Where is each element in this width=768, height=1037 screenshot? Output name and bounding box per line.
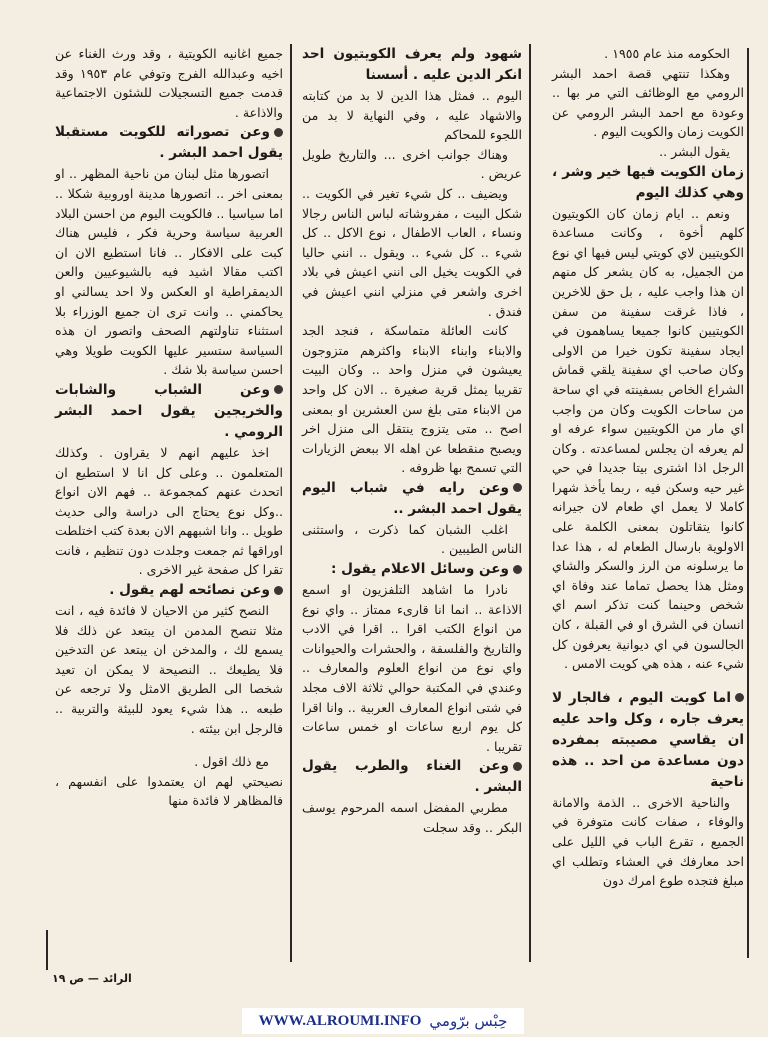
section-heading <box>55 580 283 601</box>
bullet-icon <box>274 385 283 394</box>
paragraph <box>552 142 744 162</box>
block-text: زمان الكويت فيها خير وشر ، وهي كذلك اليوم <box>552 163 744 201</box>
paragraph <box>552 204 744 674</box>
block-text: النصح كثير من الاحيان لا فائدة فيه ، انت مثلا تنصح المدمن ان يبتعد عن ذلك فلا يسمع لك ، والمدخن ان يبتعد عن التدخين فلا يطيعك .. النصيحة لا يمكن ان تعيد شخصا الى الطريق الامثل ولا ترجعه عن طبعه .. هذا شيء يعود للبيئة والتربية .. فالرجل ابن بيئته . <box>55 603 283 736</box>
block-text: وعن رايه في شباب اليوم يقول احمد البشر .. <box>302 479 522 517</box>
paragraph <box>55 772 283 811</box>
block-text: ويضيف .. كل شيء تغير في الكويت .. شكل البيت ، مفروشاته لباس الناس رجالا ونساء ، العاب الاطفال ، نوع الاكل .. كل شيء .. كل شيء .. ويقول .. انني حاليا في الكويت يخيل الى انني اعيش في بلاد اخرى واشعر في منزلي انني اعيش في فندق . <box>302 185 522 319</box>
paragraph <box>302 86 522 145</box>
block-text: وهناك جوانب اخرى ... والتاريخ طويل عريض . <box>302 146 522 182</box>
paragraph <box>552 64 744 142</box>
section-heading <box>552 688 744 793</box>
paragraph <box>302 321 522 478</box>
section-heading <box>302 478 522 520</box>
article-column-middle <box>302 44 522 838</box>
column-divider-outer-left <box>46 930 48 970</box>
bullet-icon <box>274 586 283 595</box>
block-text: شهود ولم يعرف الكويتيون احد انكر الدين عليه . أسسنا <box>302 46 522 83</box>
watermark-url: WWW.ALROUMI.INFO <box>258 1012 422 1029</box>
block-text: وعن نصائحه لهم يقول . <box>109 582 270 599</box>
block-text: مع ذلك اقول . <box>194 754 269 770</box>
section-heading <box>55 380 283 443</box>
paragraph <box>302 184 522 321</box>
block-text: يقول البشر .. <box>659 143 730 159</box>
article-column-right <box>552 44 744 891</box>
block-text: نصيحتي لهم ان يعتمدوا على انفسهم ، فالمظاهر لا فائدة منها <box>55 773 283 809</box>
column-divider-middle <box>529 44 531 962</box>
page-footer-label: الرائد — ص ١٩ <box>52 972 132 985</box>
paragraph <box>55 752 283 772</box>
paragraph <box>302 580 522 756</box>
watermark-name: حِبْس برّومي <box>429 1012 508 1030</box>
block-text: وعن تصوراته للكويت مستقبلا يقول احمد البشر . <box>55 124 283 162</box>
block-text: وعن وسائل الاعلام يقول : <box>330 561 509 578</box>
paragraph <box>55 601 283 738</box>
section-heading <box>302 559 522 580</box>
paragraph <box>55 443 283 580</box>
paragraph <box>302 145 522 184</box>
paragraph <box>302 798 522 837</box>
bullet-icon <box>513 483 522 492</box>
block-text: والناحية الاخرى .. الذمة والامانة والوفاء ، صفات كانت متوفرة في الجميع ، تقرع الباب في الليل على احد معارفك في العشاء وتطلب اي مبلغ فتجده طوع امرك دون <box>552 794 744 889</box>
paragraph <box>55 164 283 380</box>
block-text: الحكومه منذ عام ١٩٥٥ . <box>604 46 730 61</box>
section-heading <box>55 122 283 164</box>
block-text: مطربي المفضل اسمه المرحوم يوسف البكر .. وقد سجلت <box>302 800 522 835</box>
block-text: ونعم .. ايام زمان كان الكويتيون كلهم أخوة ، وكانت مساعدة الكويتيين لاي كويتي ليس فيها اي نوع من الجميل، به كان يشعر كل منهم ان هذا واجب عليه ، بل حق للاخرين ، فاذا غرقت سفينة من سفن الكويتيين كانوا جميعا يساهمون في ايجاد سفينة تكون خيرا من الاولى وكان صاحب اي سفينة يلقي قماش الشراع الخاص بسفينته في اي ساحة من ساحات الكويت وكان من واجب اي مار من الكويتيين سواء عرفه او لم يعرفه ان يجلس لمساعدته . وكان الرجل اذا اشترى بيتا جديدا في حي غير حيه وسكن فيه ، ربما يأخذ شهرا كاملا لا يعمل اي طعام لان جيرانه كانوا يتقاتلون بمعنى الكلمة على الاولوية بارسال الطعام له ، هذا عدا ما يرسلونه من الرز والسكر والشاي ومثل هذا يحصل تماما عند وفاة اي شخص وحينما كنت تذكر اسم اي انسان في الشرق او في القبلة ، كان الجالسون في اي ديوانية يعرفون كل شيء عنه ، هذه هي كويت الامس . <box>552 205 744 672</box>
column-divider-left <box>290 44 292 962</box>
paragraph <box>55 44 283 122</box>
bullet-icon <box>735 693 744 702</box>
block-text: اتصورها مثل لبنان من ناحية المظهر .. او بمعنى اخر .. اتصورها مدينة اوروبية شكلا .. اما سياسيا .. فالكويت اليوم من احسن البلاد العربية سياسة وحرية فكر ، فليس هناك كبت على الافكار .. فانا استطيع الان ان اكتب مقالا اشيد فيه بالشيوعيين والعن الديمقراطية او العكس ولا احد يسالني او يحاكمني .. وانت ترى ان جميع الوزراء بلا استثناء تناولتهم الصحف واتصور ان هذه السياسة ستسير عليها الكويت طويلا وهي احسن سياسة بلا شك . <box>55 166 283 378</box>
column-divider-right <box>747 48 749 958</box>
block-text: وعن الشباب والشابات والخريجين يقول احمد البشر الرومي . <box>55 381 283 440</box>
block-text: نادرا ما اشاهد التلفزيون او اسمع الاذاعة .. انما انا قارىء ممتاز .. واي نوع من انواع الكتب اقرا .. اقرا في الادب والتاريخ والفلسفة ، والحشرات والحيوانات واي نوع من انواع العلوم والمعارف .. وعندي في المكتبة حوالي ثلاثة الاف مجلد في شتى انواع المعارف العربية .. وانا اقرا كل يوم اربع ساعات او خمس ساعات تقريبا . <box>302 582 522 754</box>
section-heading <box>302 44 522 86</box>
bullet-icon <box>274 128 283 137</box>
paragraph <box>302 520 522 559</box>
block-text: كانت العائلة متماسكة ، فنجد الجد والابناء وابناء الابناء واكثرهم متزوجون يعيشون في منزل واحد .. وكان البيت تقريبا يمثل قرية صغيرة .. الان كل واحد من الابناء متى بلغ سن العشرين او بمعنى اصح .. متى يتزوج ينتقل الى منزل اخر ويصبح منقطعا عن اهله الا ببعض الزيارات التي تسمح بها ظروفه . <box>302 323 522 476</box>
paragraph <box>552 44 744 64</box>
bullet-icon <box>513 565 522 574</box>
bullet-icon <box>513 762 522 771</box>
block-text: اما كويت اليوم ، فالجار لا يعرف جاره ، وكل واحد عليه ان يقاسي مصيبته بمفرده دون مساعدة من احد .. هذه ناحية <box>552 689 744 790</box>
paragraph <box>552 793 744 891</box>
section-heading <box>552 162 744 204</box>
section-heading <box>302 756 522 798</box>
watermark <box>242 1008 524 1034</box>
block-text: اخذ عليهم انهم لا يقراون . وكذلك المتعلمون .. وعلى كل انا لا استطيع ان اتحدث عنهم كمجموعة .. فهم الان انواع ..وكل نوع يحتاج الى دراسة والى حديث طويل .. وانا اشبههم الان بعدة كتب اختلطت اوراقها ثم جمعت وجلدت دون تنظيم ، فانت تقرا كل صفحة غير الاخرى . <box>55 444 283 578</box>
block-text: وعن الغناء والطرب يقول البشر . <box>302 758 522 796</box>
block-text: اليوم .. فمثل هذا الدين لا بد من كتابته والاشهاد عليه ، وفي النهاية لا بد من اللجوء للمحاكم <box>302 88 522 143</box>
block-text: وهكذا تنتهي قصة احمد البشر الرومي مع الوظائف التي مر بها .. وعودة مع احمد البشر الرومي عن الكويت زمان والكويت اليوم . <box>552 65 744 140</box>
block-text: اغلب الشبان كما ذكرت ، واستثنى الناس الطيبين . <box>302 521 522 557</box>
block-text: جميع اغانيه الكويتية ، وقد ورث الغناء عن اخيه وعبدالله الفرج وتوفي عام ١٩٥٣ وقد قدمت جميع التسجيلات للشئون الاجتماعية والاذاعة . <box>55 46 283 120</box>
article-column-left <box>55 44 283 811</box>
